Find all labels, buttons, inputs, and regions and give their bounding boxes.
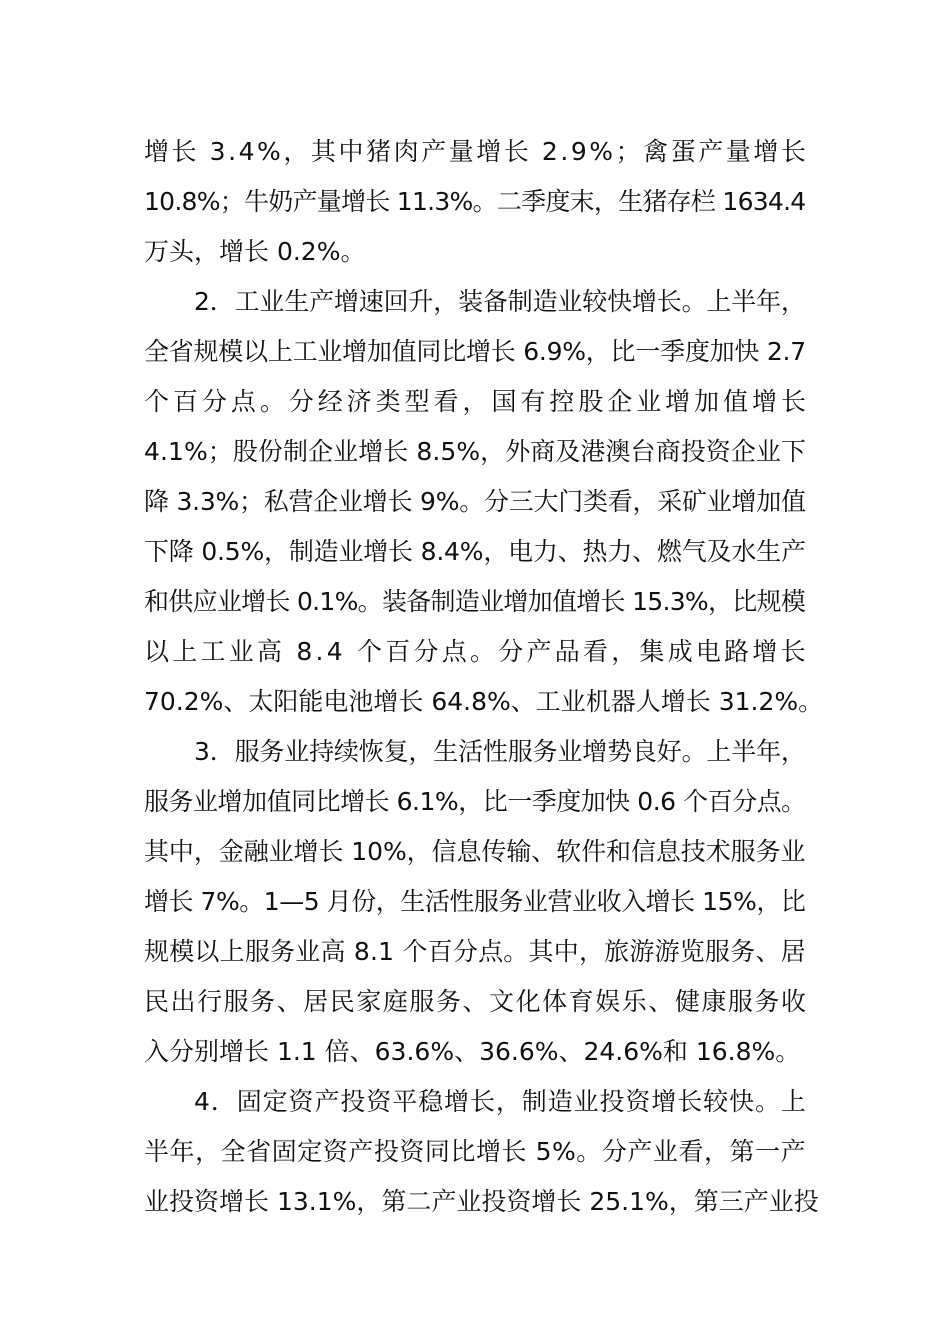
text-line-22: 业投资增长 13.1%，第二产业投资增长 25.1%，第三产业投 <box>144 1187 819 1216</box>
text-line-7: 4.1%；股份制企业增长 8.5%，外商及港澳台商投资企业下 <box>144 437 807 466</box>
text-line-16: 增长 7%。1—5 月份，生活性服务业营业收入增长 15%，比 <box>144 887 806 916</box>
text-line-12: 70.2%、太阳能电池增长 64.8%、工业机器人增长 31.2%。 <box>144 687 824 716</box>
text-line-11: 以上工业高 8.4 个百分点。分产品看，集成电路增长 <box>144 637 809 666</box>
text-line-10: 和供应业增长 0.1%。装备制造业增加值增长 15.3%，比规模 <box>144 587 806 616</box>
text-line-6: 个百分点。分经济类型看，国有控股企业增加值增长 <box>144 387 810 416</box>
text-line-9: 下降 0.5%，制造业增长 8.4%，电力、热力、燃气及水生产 <box>144 537 806 566</box>
text-line-8: 降 3.3%；私营企业增长 9%。分三大门类看，采矿业增加值 <box>144 487 806 516</box>
text-line-17: 规模以上服务业高 8.1 个百分点。其中，旅游游览服务、居 <box>144 937 806 966</box>
paragraph-3-first-line: 3．服务业持续恢复，生活性服务业增势良好。上半年， <box>194 737 806 766</box>
text-line-1: 增长 3.4%，其中猪肉产量增长 2.9%；禽蛋产量增长 <box>144 137 809 166</box>
text-line-2: 10.8%；牛奶产量增长 11.3%。二季度末，生猪存栏 1634.4 <box>144 187 806 216</box>
text-line-21: 半年，全省固定资产投资同比增长 5%。分产业看，第一产 <box>144 1137 807 1166</box>
text-line-18: 民出行服务、居民家庭服务、文化体育娱乐、健康服务收 <box>144 987 808 1016</box>
paragraph-2-first-line: 2．工业生产增速回升，装备制造业较快增长。上半年， <box>194 287 806 316</box>
text-line-3: 万头，增长 0.2%。 <box>144 237 366 266</box>
paragraph-4-first-line: 4．固定资产投资平稳增长，制造业投资增长较快。上 <box>194 1087 807 1116</box>
text-line-5: 全省规模以上工业增加值同比增长 6.9%，比一季度加快 2.7 <box>144 337 806 366</box>
text-line-14: 服务业增加值同比增长 6.1%，比一季度加快 0.6 个百分点。 <box>144 787 806 816</box>
text-line-19: 入分别增长 1.1 倍、63.6%、36.6%、24.6%和 16.8%。 <box>144 1037 801 1066</box>
text-line-15: 其中，金融业增长 10%，信息传输、软件和信息技术服务业 <box>144 837 806 866</box>
